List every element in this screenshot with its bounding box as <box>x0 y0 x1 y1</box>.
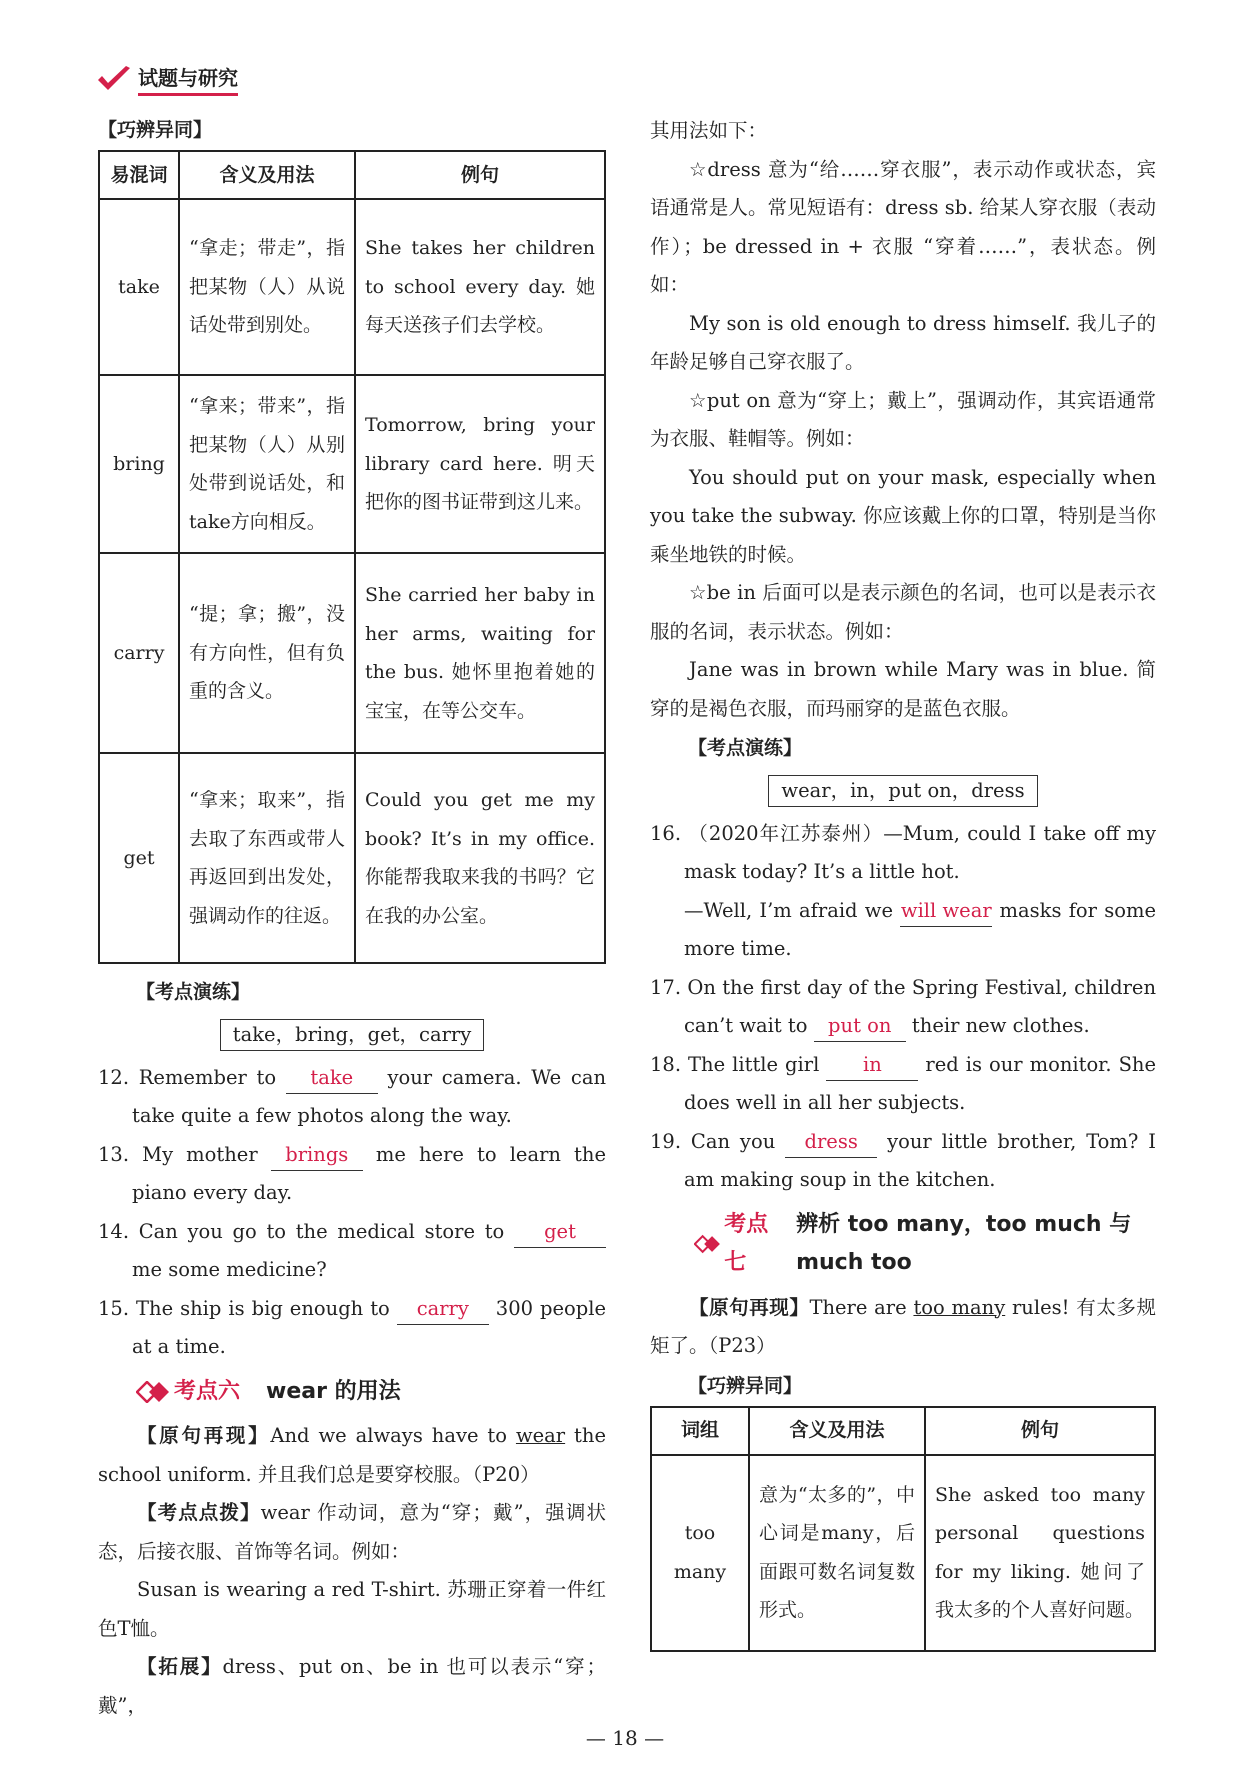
double-diamond-icon <box>136 1381 172 1403</box>
key-point-note: 【考点点拨】wear 作动词，意为“穿；戴”，强调状态，后接衣服、首饰等名词。例如： <box>98 1501 606 1563</box>
table-header: 词组 <box>651 1407 749 1455</box>
usage-intro: 其用法如下： <box>650 119 768 142</box>
table-header: 易混词 <box>99 151 179 199</box>
table-cell-example: Could you get me my book? It’s in my office. 你能帮我取来我的书吗？它在我的办公室。 <box>355 753 605 963</box>
table-cell-word: get <box>99 753 179 963</box>
put-on-note: ☆put on 意为“穿上；戴上”，强调动作，其宾语通常为衣服、鞋帽等。例如： <box>650 388 1156 450</box>
question-18: 18. The little girl in red is our monitor. She does well in all her subjects. <box>650 1046 1156 1123</box>
kaodian-6-heading <box>136 1373 606 1412</box>
section-bracket-comparison: 【巧辨异同】 <box>98 119 213 141</box>
table-header: 含义及用法 <box>749 1407 925 1455</box>
be-in-example: Jane was in brown while Mary was in blue. 简穿的是褐色衣服，而玛丽穿的是蓝色衣服。 <box>650 658 1156 720</box>
table-row <box>99 199 605 375</box>
header-title: 试题与研究 <box>138 62 238 96</box>
left-column <box>98 110 606 1725</box>
table-cell-example: She asked too many personal questions for my liking. 她问了我太多的个人喜好问题。 <box>925 1455 1155 1651</box>
question-15: 15. The ship is big enough to carry 300 people at a time. <box>98 1290 606 1367</box>
comparison-table-1 <box>98 150 606 964</box>
kaodian-title: wear 的用法 <box>266 1378 401 1404</box>
double-diamond-icon <box>694 1233 722 1255</box>
question-12: 12. Remember to take your camera. We can take quite a few photos along the way. <box>98 1059 606 1136</box>
question-14: 14. Can you go to the medical store to get me some medicine? <box>98 1213 606 1290</box>
answer-blank: carry <box>397 1294 489 1325</box>
answer-blank: put on <box>814 1011 906 1042</box>
comparison-table-2 <box>650 1406 1156 1652</box>
table-cell-word: carry <box>99 553 179 753</box>
word-bank-box: take，bring，get，carry <box>220 1019 484 1051</box>
section-bracket-practice-2: 【考点演练】 <box>688 737 803 759</box>
table-row <box>651 1455 1155 1651</box>
table-cell-word: bring <box>99 375 179 553</box>
kaodian-label: 考点七 <box>724 1211 769 1275</box>
kaodian-7-heading <box>694 1206 1156 1283</box>
table-cell-meaning: “拿来；取来”，指去取了东西或带人再返回到出发处，强调动作的往返。 <box>179 753 355 963</box>
page-header <box>96 62 238 96</box>
checkmark-logo-icon <box>96 66 132 92</box>
example-sentence: Susan is wearing a red T-shirt. 苏珊正穿着一件红色T恤。 <box>98 1578 606 1640</box>
table-cell-meaning: 意为“太多的”，中心词是many，后面跟可数名词复数形式。 <box>749 1455 925 1651</box>
answer-blank: brings <box>271 1140 363 1171</box>
question-16-reply: —Well, I’m afraid we will wear masks for some more time. <box>650 892 1156 969</box>
question-19: 19. Can you dress your little brother, Tom? I am making soup in the kitchen. <box>650 1123 1156 1200</box>
put-on-example: You should put on your mask, especially when you take the subway. 你应该戴上你的口罩，特别是当你乘坐地铁的时候。 <box>650 465 1156 566</box>
answer-blank: in <box>826 1050 918 1081</box>
question-13: 13. My mother brings me here to learn the piano every day. <box>98 1136 606 1213</box>
page-number: — 18 — <box>585 1726 665 1750</box>
answer-blank: will wear <box>900 896 992 927</box>
right-column <box>650 112 1156 1652</box>
question-17: 17. On the first day of the Spring Festival, children can’t wait to put on their new clothes. <box>650 969 1156 1046</box>
answer-blank: take <box>286 1063 378 1094</box>
table-row <box>99 375 605 553</box>
table-cell-meaning: “拿来；带来”，指把某物（人）从别处带到说话处，和take方向相反。 <box>179 375 355 553</box>
be-in-note: ☆be in 后面可以是表示颜色的名词，也可以是表示衣服的名词，表示状态。例如： <box>650 581 1156 643</box>
table-row <box>99 753 605 963</box>
dress-note: ☆dress 意为“给……穿衣服”，表示动作或状态，宾语通常是人。常见短语有：dress sb. 给某人穿衣服（表动作）；be dressed in + 衣服 “穿着……”，表状态。例如： <box>650 157 1156 296</box>
answer-blank: get <box>514 1217 606 1248</box>
table-header-row <box>99 151 605 199</box>
table-cell-example: She takes her children to school every day. 她每天送孩子们去学校。 <box>355 199 605 375</box>
original-sentence: 【原句再现】There are too many rules! 有太多规矩了。（P23） <box>650 1295 1156 1357</box>
dress-example: My son is old enough to dress himself. 我儿子的年龄足够自己穿衣服了。 <box>650 311 1156 373</box>
kaodian-title: 辨析 too many，too much 与 much too <box>796 1211 1132 1275</box>
word-bank-box: wear，in，put on，dress <box>768 775 1037 807</box>
section-bracket-comparison-2: 【巧辨异同】 <box>688 1374 803 1397</box>
question-16: 16. （2020年江苏泰州）—Mum, could I take off my mask today? It’s a little hot. <box>650 821 1156 883</box>
table-header: 例句 <box>925 1407 1155 1455</box>
table-row <box>99 553 605 753</box>
extension-note: 【拓展】dress、put on、be in 也可以表示“穿；戴”， <box>98 1655 606 1717</box>
table-cell-example: Tomorrow, bring your library card here. 明天把你的图书证带到这儿来。 <box>355 375 605 553</box>
answer-blank: dress <box>785 1127 877 1158</box>
table-cell-example: She carried her baby in her arms, waiting for the bus. 她怀里抱着她的宝宝，在等公交车。 <box>355 553 605 753</box>
table-header: 含义及用法 <box>179 151 355 199</box>
section-bracket-practice: 【考点演练】 <box>136 981 251 1003</box>
table-header-row <box>651 1407 1155 1455</box>
original-sentence: 【原句再现】And we always have to wear the school uniform. 并且我们总是要穿校服。（P20） <box>98 1424 606 1486</box>
table-cell-word: take <box>99 199 179 375</box>
table-cell-meaning: “拿走；带走”，指把某物（人）从说话处带到别处。 <box>179 199 355 375</box>
table-cell-meaning: “提；拿；搬”，没有方向性，但有负重的含义。 <box>179 553 355 753</box>
table-header: 例句 <box>355 151 605 199</box>
table-cell-word: too many <box>651 1455 749 1651</box>
kaodian-label: 考点六 <box>174 1378 241 1404</box>
